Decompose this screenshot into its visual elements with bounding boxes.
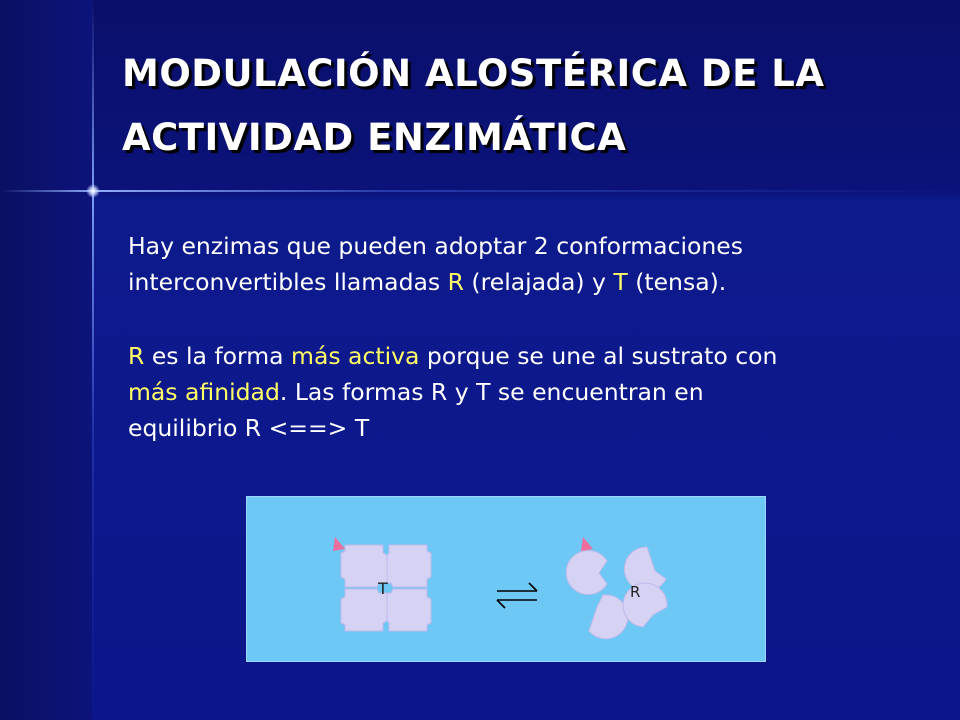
paragraph-gap <box>128 300 918 338</box>
r-ligand-icon <box>581 537 593 551</box>
p2-text-2: porque se une al sustrato con <box>419 342 778 370</box>
r-form-enzyme <box>566 537 667 639</box>
p2-text-3: . Las formas R y T se encuentran en <box>279 378 704 406</box>
p1-r-label: R <box>447 268 464 296</box>
p2-text-1: es la forma <box>144 342 292 370</box>
p2-r-label: R <box>128 342 145 370</box>
p1-text-4: (tensa). <box>627 268 727 296</box>
t-ligand-icon <box>333 537 345 551</box>
t-form-label: T <box>378 579 388 598</box>
title-line-2: ACTIVIDAD ENZIMÁTICA <box>122 116 627 159</box>
paragraph-2 <box>128 338 918 446</box>
t-subunit-top-right <box>387 545 431 587</box>
slide-body <box>128 228 918 446</box>
p1-text-2: interconvertibles llamadas <box>128 268 448 296</box>
t-subunit-bottom-right <box>387 589 431 631</box>
equilibrium-arrows-icon <box>497 583 537 608</box>
p1-t-label: T <box>613 268 628 296</box>
r-subunit-top-left <box>566 551 607 595</box>
r-form-label: R <box>630 583 641 601</box>
figure-drawing <box>247 497 767 663</box>
paragraph-1 <box>128 228 918 300</box>
allosteric-figure <box>246 496 766 662</box>
sparkle-icon <box>86 184 100 198</box>
p2-highlight-1: más activa <box>291 342 420 370</box>
title-line-1: MODULACIÓN ALOSTÉRICA DE LA <box>122 52 825 95</box>
slide-title <box>122 42 922 170</box>
vertical-light-line <box>92 0 94 720</box>
horizontal-light-line <box>0 190 960 192</box>
r-subunit-bottom-left <box>589 595 628 639</box>
p2-highlight-2: más afinidad <box>128 378 280 406</box>
p1-text-1: Hay enzimas que pueden adoptar 2 conformaciones <box>128 232 744 260</box>
left-band-decoration <box>0 0 92 720</box>
p1-text-3: (relajada) y <box>463 268 614 296</box>
p2-text-4: equilibrio R <==> T <box>128 414 370 442</box>
